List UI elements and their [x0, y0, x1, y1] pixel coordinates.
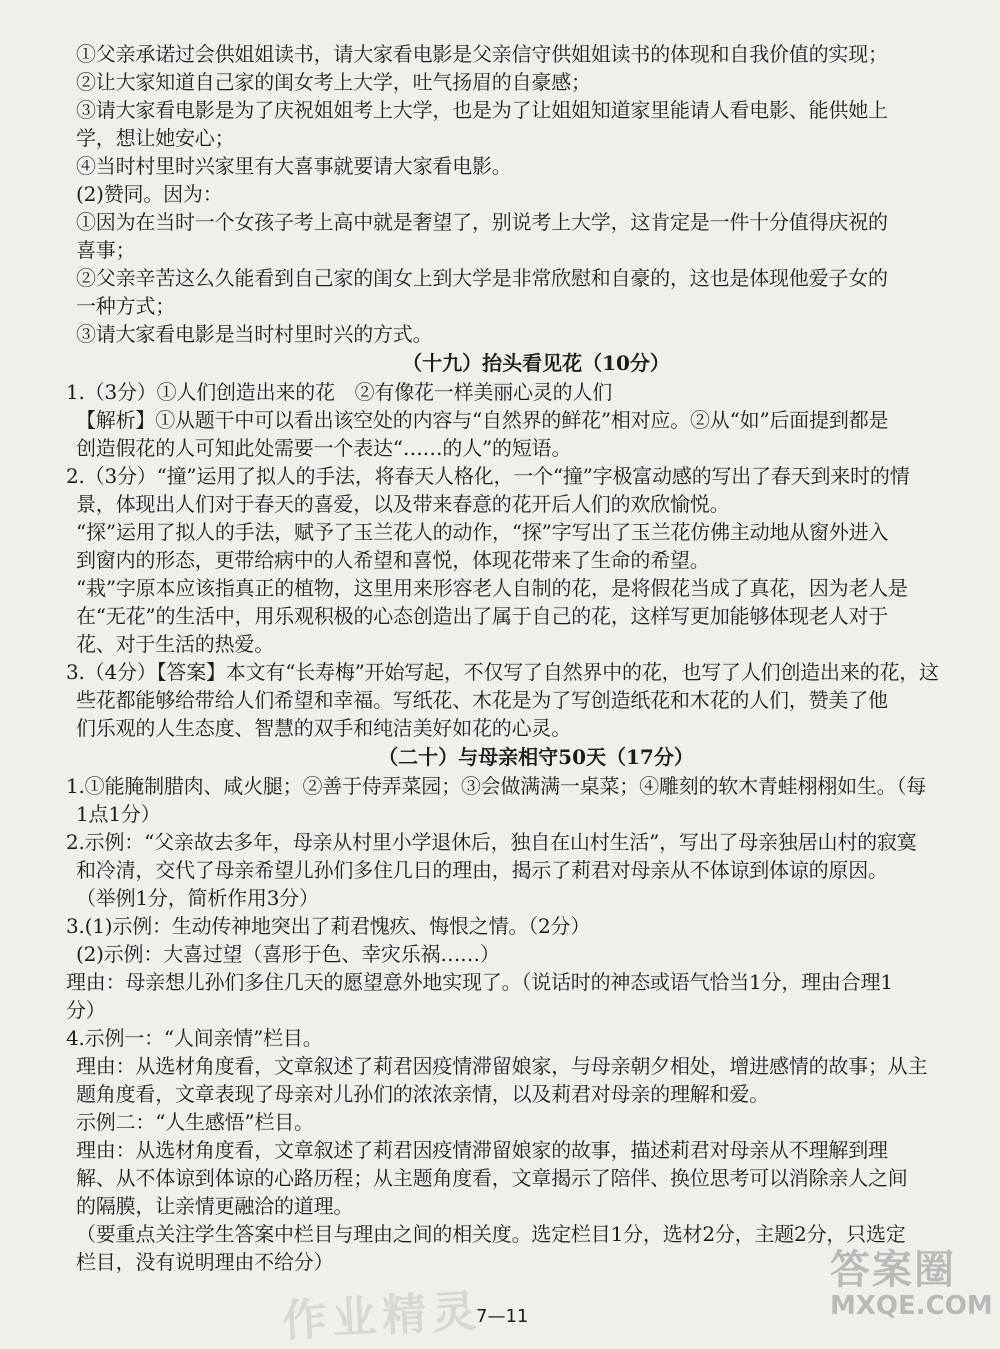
text-line: ④当时村里时兴家里有大喜事就要请大家看电影。	[76, 154, 512, 178]
text-line: 理由：母亲想儿孙们多住几天的愿望意外地实现了。（说话时的神态或语气恰当1分，理由合理1	[66, 970, 893, 994]
text-line: 4.示例一：“人间亲情”栏目。	[66, 1026, 323, 1050]
text-line: 2.示例：“父亲故去多年，母亲从村里小学退休后，独自在山村生活”，写出了母亲独居山村的寂寞	[66, 830, 917, 854]
text-line: ②让大家知道自己家的闺女考上大学，吐气扬眉的自豪感；	[76, 70, 591, 94]
text-line: 在“无花”的生活中，用乐观积极的心态创造出了属于自己的花，这样写更加能够体现老人对于	[76, 604, 889, 628]
text-line: 栏目，没有说明理由不给分）	[76, 1250, 334, 1274]
text-line: 花、对于生活的热爱。	[76, 632, 274, 656]
site-logo	[830, 1238, 993, 1328]
text-line: 1.（3分）①人们创造出来的花 ②有像花一样美丽心灵的人们	[66, 380, 613, 404]
text-line: 理由：从选材角度看，文章叙述了莉君因疫情滞留娘家的故事，描述莉君对母亲从不理解到理	[76, 1138, 888, 1162]
text-line: 解、从不体谅到体谅的心路历程；从主题角度看，文章揭示了陪伴、换位思考可以消除亲人之间	[76, 1166, 908, 1190]
logo-text: 答案圈	[830, 1247, 956, 1293]
text-line: 学，想让她安心；	[76, 126, 235, 150]
text-line: 们乐观的人生态度、智慧的双手和纯洁美好如花的心灵。	[76, 716, 571, 740]
logo-url: MXQE.COM	[830, 1291, 993, 1321]
text-line: 3.(1)示例：生动传神地突出了莉君愧疚、悔恨之情。（2分）	[66, 914, 591, 938]
text-line: 理由：从选材角度看，文章叙述了莉君因疫情滞留娘家，与母亲朝夕相处，增进感情的故事；从主	[76, 1054, 928, 1078]
text-line: 些花都能够给带给人们希望和幸福。写纸花、木花是为了写创造纸花和木花的人们，赞美了他	[76, 688, 888, 712]
text-line: （要重点关注学生答案中栏目与理由之间的相关度。选定栏目1分，选材2分，主题2分，只选定	[76, 1222, 906, 1246]
text-line: ①父亲承诺过会供姐姐读书，请大家看电影是父亲信守供姐姐读书的体现和自我价值的实现；	[76, 42, 888, 66]
watermark-stamp: 作业精灵	[281, 1285, 484, 1348]
text-line: 分）	[66, 998, 106, 1022]
text-line: ③请大家看电影是当时村里时兴的方式。	[76, 322, 433, 346]
text-line: ①因为在当时一个女孩子考上高中就是奢望了，别说考上大学，这肯定是一件十分值得庆祝的	[76, 210, 888, 234]
text-line: ②父亲辛苦这么久能看到自己家的闺女上到大学是非常欣慰和自豪的，这也是体现他爱子女的	[76, 266, 888, 290]
text-line: (2)赞同。因为：	[76, 182, 223, 206]
text-line: “栽”字原本应该指真正的植物，这里用来形容老人自制的花，是将假花当成了真花，因为老人是	[76, 576, 908, 600]
text-line: 1.①能腌制腊肉、咸火腿；②善于侍弄菜园；③会做满满一桌菜；④雕刻的软木青蛙栩栩如生。（每	[66, 774, 927, 798]
text-line: 3.（4分）【答案】本文有“长寿梅”开始写起，不仅写了自然界中的花，也写了人们创造出来的花，这	[66, 660, 939, 684]
text-line: 题角度看，文章表现了母亲对儿孙们的浓浓亲情，以及莉君对母亲的理解和爱。	[76, 1082, 769, 1106]
text-line: “探”运用了拟人的手法，赋予了玉兰花人的动作，“探”字写出了玉兰花仿佛主动地从窗外进入	[76, 520, 889, 544]
text-line: ③请大家看电影是为了庆祝姐姐考上大学，也是为了让姐姐知道家里能请人看电影、能供她上	[76, 98, 888, 122]
text-line: 一种方式；	[76, 294, 175, 318]
section-heading: （二十）与母亲相守50天（17分）	[378, 745, 694, 769]
text-line: 1点1分）	[76, 802, 161, 826]
text-line: （举例1分，简析作用3分）	[76, 886, 319, 910]
text-line: (2)示例：大喜过望（喜形于色、幸灾乐祸……）	[76, 942, 500, 966]
answer-page-body	[66, 40, 946, 1276]
text-line: 和冷清，交代了母亲希望儿孙们多住几日的理由，揭示了莉君对母亲从不体谅到体谅的原因。	[76, 858, 888, 882]
text-line: 【解析】①从题干中可以看出该空处的内容与“自然界的鲜花”相对应。②从“如”后面提到都是	[76, 408, 889, 432]
text-line: 到窗内的形态，更带给病中的人希望和喜悦，体现花带来了生命的希望。	[76, 548, 710, 572]
text-line: 2.（3分）“撞”运用了拟人的手法，将春天人格化，一个“撞”字极富动感的写出了春天到来时的情	[66, 464, 910, 488]
page-number: 7—11	[476, 1306, 529, 1327]
section-heading: （十九）抬头看见花（10分）	[402, 351, 670, 375]
text-line: 创造假花的人可知此处需要一个表达“……的人”的短语。	[76, 436, 572, 460]
text-line: 示例二：“人生感悟”栏目。	[76, 1110, 314, 1134]
text-line: 景，体现出人们对于春天的喜爱，以及带来春意的花开后人们的欢欣愉悦。	[76, 492, 730, 516]
text-line: 喜事；	[76, 238, 136, 262]
text-line: 的隔膜，让亲情更融洽的道理。	[76, 1194, 354, 1218]
